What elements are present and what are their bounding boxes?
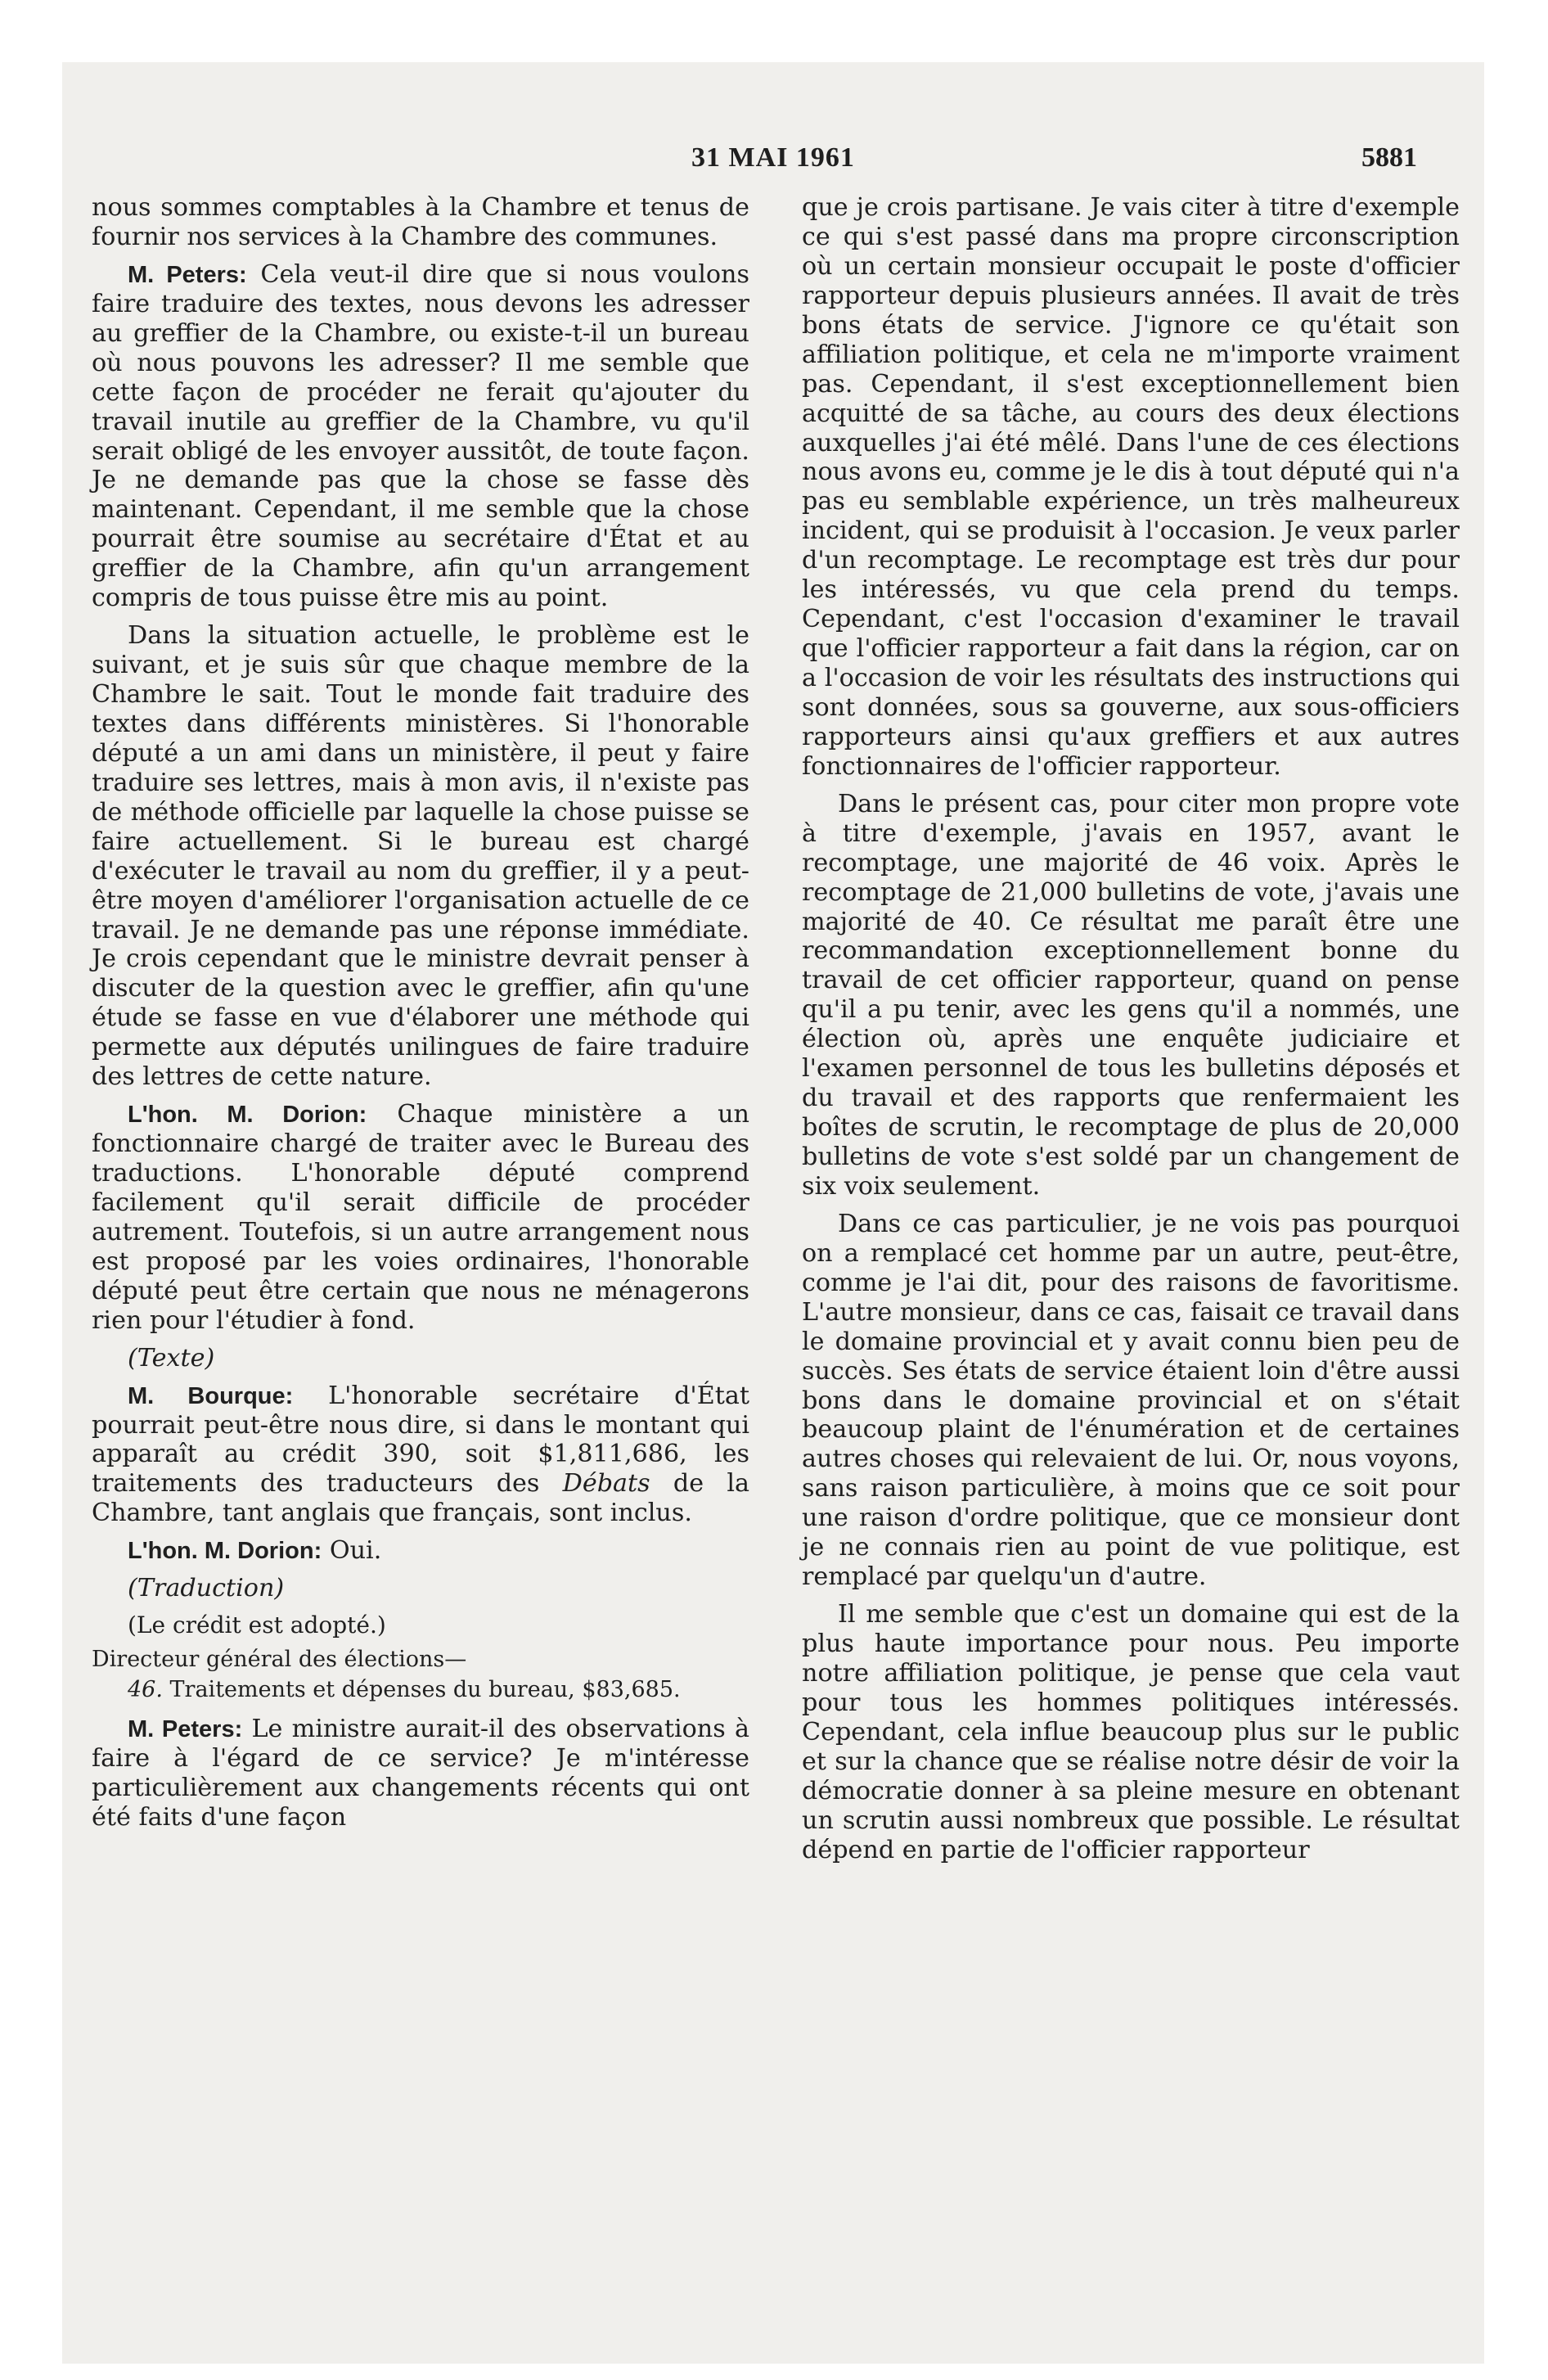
right-column	[802, 193, 1460, 1873]
speaker-name: L'hon. M. Dorion:	[128, 1102, 367, 1129]
speaker-name: L'hon. M. Dorion:	[128, 1538, 322, 1565]
speech-text: Chaque ministère a un fonctionnaire chargé de traiter avec le Bureau des traductions. L'honorable député comprend facilement qu'il serait difficile de procéder autrement. Toutefois, si un autre arrangement nous est proposé par les voies ordinaires, l'honorable député peut être certain que nous ne ménagerons rien pour l'étudier à fond.	[92, 1100, 749, 1335]
speaker-name: M. Peters:	[128, 1715, 243, 1742]
speech-bourque	[92, 1382, 749, 1529]
page-number: 5881	[1361, 142, 1417, 173]
speech-dorion	[92, 1100, 749, 1336]
speech-text: Oui.	[329, 1536, 382, 1566]
estimate-item-line	[128, 1677, 749, 1703]
left-column	[92, 193, 749, 1840]
speech-peters	[92, 260, 749, 613]
vote-result: (Le crédit est adopté.)	[128, 1611, 386, 1639]
paragraph: Il me semble que c'est un domaine qui est de la plus haute importance pour nous. Peu importe notre affiliation politique, je pense que cela vaut pour tous les hommes politiques intéressés. Cependant, cela influe beaucoup plus sur le public et sur la chance que se réalise notre désir de voir la démocratie donner à sa pleine mesure en obtenant un scrutin aussi nombreux que possible. Le résultat dépend en partie de l'officier rapporteur	[802, 1600, 1460, 1864]
item-number: 46.	[128, 1676, 163, 1702]
page-header	[62, 142, 1484, 183]
speech-text: Le ministre aurait-il des observations à faire à l'égard de ce service? Je m'intéresse particulièrement aux changements récents qui ont été faits d'une façon	[92, 1714, 749, 1832]
speech-dorion-reply	[92, 1536, 749, 1566]
paragraph: Dans ce cas particulier, je ne vois pas pourquoi on a remplacé cet homme par un autre, peut-être, comme je l'ai dit, pour des raisons de favoritisme. L'autre monsieur, dans ce cas, faisait ce travail dans le domaine provincial et y avait connu bien peu de succès. Ses états de service étaient loin d'être aussi bons dans le domaine provincial et on s'était beaucoup plaint de l'énumération et de certaines autres choses qui relevaient de lui. Or, nous voyons, sans raison particulière, à moins que ce soit pour une raison d'ordre politique, que ce monsieur dont je ne connais rien au point de vue politique, est remplacé par quelqu'un d'autre.	[802, 1209, 1460, 1592]
speech-text: de la Chambre, tant anglais que français, sont inclus.	[92, 1469, 749, 1528]
paragraph: nous sommes comptables à la Chambre et tenus de fournir nos services à la Chambre des communes.	[92, 193, 749, 251]
paragraph: Dans le présent cas, pour citer mon propre vote à titre d'exemple, j'avais en 1957, avant le recomptage, une majorité de 46 voix. Après le recomptage de 21,000 bulletins de vote, j'avais une majorité de 40. Ce résultat me paraît être une recommandation exceptionnellement bonne du travail de cet officier rapporteur, quand on pense qu'il a pu tenir, avec les gens qu'il a nommés, une élection où, après une enquête judiciaire et l'examen personnel de tous les bulletins déposés et du travail et des rapports que renfermaient les boîtes de scrutin, le recomptage de plus de 20,000 bulletins de vote s'est soldé par un changement de six voix seulement.	[802, 789, 1460, 1201]
speech-text: L'honorable secrétaire d'État pourrait peut-être nous dire, si dans le montant qui apparaît au crédit 390, soit $1,811,686, les traitements des traducteurs des	[92, 1381, 749, 1499]
speech-text-italic: Débats	[562, 1469, 650, 1499]
speech-peters-2	[92, 1715, 749, 1832]
paragraph: Dans la situation actuelle, le problème est le suivant, et je suis sûr que chaque membre de la Chambre le sait. Tout le monde fait traduire des textes dans différents ministères. Si l'honorable député a un ami dans un ministère, il peut y faire traduire ses lettres, mais à mon avis, il n'existe pas de méthode officielle par laquelle la chose puisse se faire actuellement. Si le bureau est chargé d'exécuter le travail au nom du greffier, il y a peut-être moyen d'améliorer l'organisation actuelle de ce travail. Je ne demande pas une réponse immédiate. Je crois cependant que le ministre devrait penser à discuter de la question avec le greffier, afin qu'une étude se fasse en vue d'élaborer une méthode qui permette aux députés unilingues de faire traduire des lettres de cette nature.	[92, 621, 749, 1092]
speaker-name: M. Peters:	[128, 261, 247, 288]
scanned-page	[62, 62, 1484, 2364]
page-date: 31 MAI 1961	[691, 142, 855, 173]
speech-text: Cela veut-il dire que si nous voulons faire traduire des textes, nous devons les adresser au greffier de la Chambre, ou existe-t-il un bureau où nous pouvons les adresser? Il me semble que cette façon de procéder ne ferait qu'ajouter du travail inutile au greffier de la Chambre, vu qu'il serait obligé de les envoyer aussitôt, de toute façon. Je ne demande pas que la chose se fasse dès maintenant. Cependant, il me semble que la chose pourrait être soumise au secrétaire d'État et au greffier de la Chambre, afin qu'un arrangement compris de tous puisse être mis au point.	[92, 259, 749, 613]
item-text: Traitements et dépenses du bureau, $83,685.	[169, 1676, 681, 1702]
language-marker-texte: (Texte)	[128, 1343, 215, 1373]
paragraph: que je crois partisane. Je vais citer à titre d'exemple ce qui s'est passé dans ma propre circonscription où un certain monsieur occupait le poste d'officier rapporteur depuis plusieurs années. Il avait de très bons états de service. J'ignore ce qu'était son affiliation politique, et cela ne m'importe vraiment pas. Cependant, il s'est exceptionnellement bien acquitté de sa tâche, au cours des deux élections auxquelles j'ai été mêlé. Dans l'une de ces élections nous avons eu, comme je le dis à tout député qui n'a pas eu semblable expérience, un très malheureux incident, qui se produisit à l'occasion. Je veux parler d'un recomptage. Le recomptage est très dur pour les intéressés, vu que cela prend du temps. Cependant, c'est l'occasion d'examiner le travail que l'officier rapporteur a fait dans la région, car on a l'occasion de voir les résultats des instructions qui sont données, sous sa gouverne, aux sous-officiers rapporteurs ainsi qu'aux greffiers et aux autres fonctionnaires de l'officier rapporteur.	[802, 193, 1460, 781]
estimate-item-title: Directeur général des élections—	[92, 1647, 467, 1673]
language-marker-traduction: (Traduction)	[128, 1574, 285, 1603]
speaker-name: M. Bourque:	[128, 1382, 294, 1409]
